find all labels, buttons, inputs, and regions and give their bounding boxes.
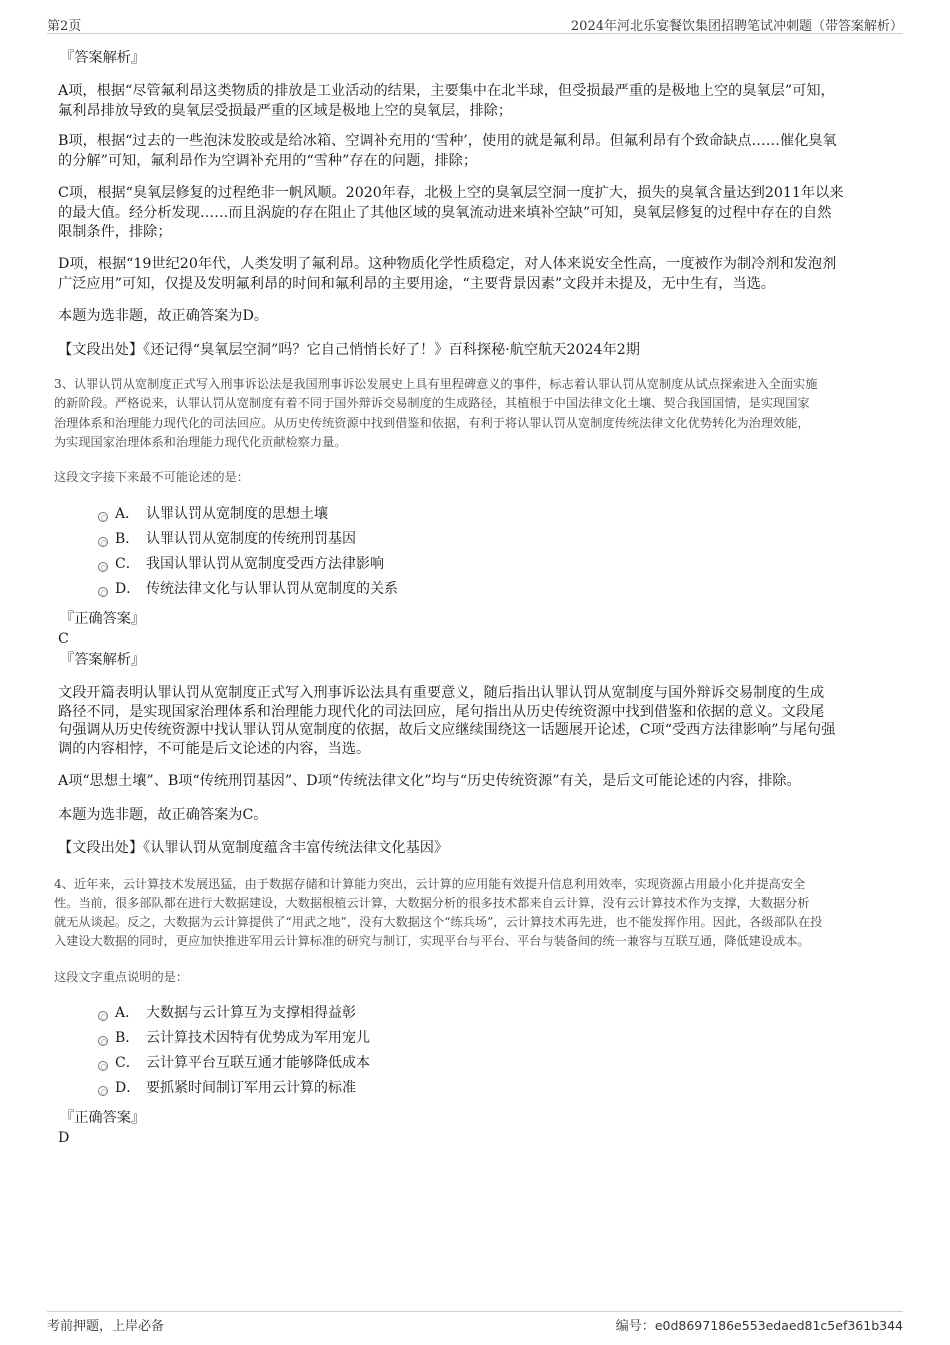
option-letter: A．: [115, 506, 140, 522]
option-text: 认罪认罚从宽制度的传统刑罚基因: [146, 531, 356, 547]
q3-analysis-line1: 文段开篇表明认罪认罚从宽制度正式写入刑事诉讼法具有重要意义，随后指出认罪认罚从宽制度与国外辩诉交易制度的生成: [58, 685, 825, 701]
q2-analysis-d-line2: 广泛应用”可知，仅提及发明氟利昂的时间和氟利昂的主要用途，“主要背景因素”文段并未提及，无中生有，当选。: [58, 276, 775, 292]
radio-icon[interactable]: [98, 537, 108, 547]
q4-passage-line3: 就无从谈起。反之，大数据为云计算提供了“用武之地”，没有大数据这个“练兵场”，云计算技术再先进，也不能发挥作用。因此，各级部队在投: [54, 915, 823, 929]
radio-icon[interactable]: [98, 1011, 108, 1021]
q3-source: 【文段出处】《认罪认罚从宽制度蕴含丰富传统法律文化基因》: [58, 840, 449, 856]
document-title: 2024年河北乐宴餐饮集团招聘笔试冲刺题（带答案解析）: [570, 19, 903, 34]
q4-passage-line4: 入建设大数据的同时，更应加快推进军用云计算标准的研究与制订，实现平台与平台、平台与装备间的统一兼容与互联互通，降低建设成本。: [54, 934, 810, 948]
option-letter: C．: [115, 556, 140, 572]
radio-icon[interactable]: [98, 562, 108, 572]
q4-passage-line2: 性。当前，很多部队都在进行大数据建设，大数据根植云计算，大数据分析的很多技术都来自云计算，没有云计算技术作为支撑，大数据分析: [54, 896, 810, 910]
q4-question: 这段文字重点说明的是：: [54, 970, 189, 984]
q3-analysis-line4: 调的内容相悖，不可能是后文论述的内容，当选。: [58, 741, 371, 757]
option-letter: D．: [115, 1080, 141, 1096]
q2-analysis-c-line3: 限制条件，排除；: [58, 224, 172, 240]
page-number: 第2页: [47, 19, 82, 34]
q3-passage-line3: 治理体系和治理能力现代化的司法回应。从历史传统资源中找到借鉴和依据，有利于将认罪认罚从宽制度传统法律文化优势转化为治理效能，: [54, 416, 810, 430]
page-header: [47, 14, 903, 34]
option-text: 认罪认罚从宽制度的思想土壤: [146, 506, 328, 522]
option-text: 云计算平台互联互通才能够降低成本: [146, 1055, 370, 1071]
option-text: 云计算技术因特有优势成为军用宠儿: [146, 1030, 370, 1046]
q2-analysis-a-line1: A项，根据“尽管氟利昂这类物质的排放是工业活动的结果，主要集中在北半球，但受损最严重的是极地上空的臭氧层”可知，: [58, 83, 835, 99]
radio-icon[interactable]: [98, 1036, 108, 1046]
option-letter: B．: [115, 531, 140, 547]
option-text: 传统法律文化与认罪认罚从宽制度的关系: [146, 581, 398, 597]
q2-analysis-d-line1: D项，根据“19世纪20年代，人类发明了氟利昂。这种物质化学性质稳定，对人体来说安全性高，一度被作为制冷剂和发泡剂: [58, 256, 837, 272]
radio-icon[interactable]: [98, 512, 108, 522]
q2-analysis-a-line2: 氟利昂排放导致的臭氧层受损最严重的区域是极地上空的臭氧层，排除；: [58, 103, 513, 119]
q3-passage-line4: 为实现国家治理体系和治理能力现代化贡献检察力量。: [54, 435, 347, 449]
option-text: 大数据与云计算互为支撑相得益彰: [146, 1005, 356, 1021]
q2-analysis-c-line1: C项，根据“臭氧层修复的过程绝非一帆风顺。2020年春，北极上空的臭氧层空洞一度扩大，损失的臭氧含量达到2011年以来: [58, 185, 844, 201]
radio-icon[interactable]: [98, 1061, 108, 1071]
option-text: 要抓紧时间制订军用云计算的标准: [146, 1080, 356, 1096]
q3-question: 这段文字接下来最不可能论述的是：: [54, 470, 249, 484]
document-code-label: 编号：: [615, 1319, 655, 1334]
q3-analysis-line2: 路径不同，是实现国家治理体系和治理能力现代化的司法回应，尾句指出从历史传统资源中找到借鉴和依据的意义。文段尾: [58, 704, 825, 720]
radio-icon[interactable]: [98, 587, 108, 597]
option-letter: C．: [115, 1055, 140, 1071]
q3-exclude: A项“思想土壤”、B项“传统刑罚基因”、D项“传统法律文化”均与“历史传统资源”有关，是后文可能论述的内容，排除。: [58, 773, 801, 789]
q2-analysis-c-line2: 的最大值。经分析发现……而且涡旋的存在阻止了其他区域的臭氧流动进来填补空缺”可知，臭氧层修复的过程中存在的自然: [58, 205, 832, 221]
page-footer: [47, 1311, 903, 1335]
option-letter: A．: [115, 1005, 140, 1021]
document-code-value: e0d8697186e553edaed81c5ef361b344: [654, 1318, 903, 1333]
footer-slogan: 考前押题，上岸必备: [47, 1319, 165, 1334]
q2-analysis-b-line1: B项，根据“过去的一些泡沫发胶或是给冰箱、空调补充用的‘雪种’，使用的就是氟利昂。但氟利昂有个致命缺点……催化臭氧: [58, 133, 837, 149]
q3-passage-line2: 的新阶段。严格说来，认罪认罚从宽制度有着不同于国外辩诉交易制度的生成路径，其植根于中国法律文化土壤、契合我国国情，是实现国家: [54, 396, 810, 410]
q2-source: 【文段出处】《还记得“臭氧层空洞”吗？它自己悄悄长好了！》百科探秘·航空航天2024年2期: [58, 342, 640, 358]
q3-answer-label: 『正确答案』: [60, 611, 146, 627]
q2-conclusion: 本题为选非题，故正确答案为D。: [58, 308, 269, 324]
option-text: 我国认罪认罚从宽制度受西方法律影响: [146, 556, 384, 572]
q2-analysis-label: 『答案解析』: [60, 50, 146, 66]
q4-answer: D: [58, 1130, 70, 1146]
q2-analysis-b-line2: 的分解”可知，氟利昂作为空调补充用的“雪种”存在的问题，排除；: [58, 153, 478, 169]
q4-answer-label: 『正确答案』: [60, 1110, 146, 1126]
q3-answer: C: [58, 631, 69, 647]
q4-passage-line1: 4、近年来，云计算技术发展迅猛，由于数据存储和计算能力突出，云计算的应用能有效提升信息利用效率，实现资源占用最小化并提高安全: [54, 877, 806, 891]
document-code: [616, 1315, 903, 1334]
option-letter: B．: [115, 1030, 140, 1046]
option-letter: D．: [115, 581, 141, 597]
q3-analysis-label: 『答案解析』: [60, 652, 146, 668]
q3-conclusion: 本题为选非题，故正确答案为C。: [58, 807, 268, 823]
radio-icon[interactable]: [98, 1086, 108, 1096]
q3-analysis-line3: 句强调从历史传统资源中找认罪认罚从宽制度的依据，故后文应继续围绕这一话题展开论述，C项“受西方法律影响”与尾句强: [58, 722, 836, 738]
q3-passage-line1: 3、认罪认罚从宽制度正式写入刑事诉讼法是我国刑事诉讼发展史上具有里程碑意义的事件，标志着认罪认罚从宽制度从试点探索进入全面实施: [54, 377, 818, 391]
